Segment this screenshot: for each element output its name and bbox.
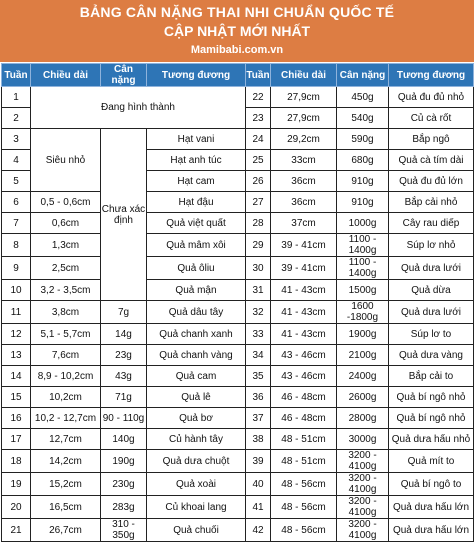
equivalent-cell: Quả dưa lưới	[389, 301, 474, 324]
length-cell: 43 - 46cm	[271, 345, 337, 366]
length-cell: 33cm	[271, 150, 337, 171]
table-row	[2, 366, 474, 387]
week-cell: 7	[2, 213, 31, 234]
length-cell: 1,3cm	[31, 234, 101, 257]
length-cell: 43 - 46cm	[271, 366, 337, 387]
table-row	[2, 324, 474, 345]
weight-cell: 1100 - 1400g	[337, 257, 389, 280]
table-row	[2, 87, 474, 108]
equivalent-cell: Bắp cải nhỏ	[389, 192, 474, 213]
length-cell: 12,7cm	[31, 429, 101, 450]
length-cell: 3,8cm	[31, 301, 101, 324]
forming-cell: Đang hình thành	[31, 87, 246, 129]
weight-cell: 1600 -1800g	[337, 301, 389, 324]
week-cell: 12	[2, 324, 31, 345]
equivalent-cell: Quả dưa hấu lớn	[389, 519, 474, 542]
equivalent-cell: Quả bí ngô nhỏ	[389, 408, 474, 429]
length-cell: 48 - 51cm	[271, 450, 337, 473]
equivalent-cell: Quả chuối	[147, 519, 246, 542]
week-cell: 36	[246, 387, 271, 408]
week-cell: 37	[246, 408, 271, 429]
week-cell: 17	[2, 429, 31, 450]
weight-cell: 3200 - 4100g	[337, 450, 389, 473]
table-row	[2, 234, 474, 257]
week-cell: 6	[2, 192, 31, 213]
length-cell: 36cm	[271, 192, 337, 213]
week-cell: 41	[246, 496, 271, 519]
equivalent-cell: Quả xoài	[147, 473, 246, 496]
weight-cell: 2100g	[337, 345, 389, 366]
length-cell: 14,2cm	[31, 450, 101, 473]
col-header-week: Tuần	[246, 64, 271, 87]
weight-cell: 3200 - 4100g	[337, 496, 389, 519]
col-header-length: Chiều dài	[31, 64, 101, 87]
length-cell: 41 - 43cm	[271, 301, 337, 324]
weight-cell: 23g	[101, 345, 147, 366]
weight-cell: 71g	[101, 387, 147, 408]
col-header-equivalent: Tương đương	[389, 64, 474, 87]
weight-cell: 2800g	[337, 408, 389, 429]
length-cell: 37cm	[271, 213, 337, 234]
table-row	[2, 301, 474, 324]
equivalent-cell: Quả dưa lưới	[389, 257, 474, 280]
week-cell: 11	[2, 301, 31, 324]
week-cell: 19	[2, 473, 31, 496]
length-cell: 46 - 48cm	[271, 387, 337, 408]
week-cell: 14	[2, 366, 31, 387]
week-cell: 32	[246, 301, 271, 324]
length-cell: 10,2cm	[31, 387, 101, 408]
length-cell: 0,5 - 0,6cm	[31, 192, 101, 213]
equivalent-cell: Quả mít to	[389, 450, 474, 473]
weight-cell: 43g	[101, 366, 147, 387]
week-cell: 3	[2, 129, 31, 150]
length-cell: 5,1 - 5,7cm	[31, 324, 101, 345]
week-cell: 42	[246, 519, 271, 542]
weight-cell: 680g	[337, 150, 389, 171]
col-header-weight: Cân nặng	[337, 64, 389, 87]
length-cell: 8,9 - 10,2cm	[31, 366, 101, 387]
length-cell: 39 - 41cm	[271, 257, 337, 280]
week-cell: 33	[246, 324, 271, 345]
equivalent-cell: Quả lê	[147, 387, 246, 408]
length-cell: 39 - 41cm	[271, 234, 337, 257]
length-cell: 26,7cm	[31, 519, 101, 542]
table-row	[2, 429, 474, 450]
length-cell: 46 - 48cm	[271, 408, 337, 429]
week-cell: 34	[246, 345, 271, 366]
week-cell: 1	[2, 87, 31, 108]
equivalent-cell: Quả mận	[147, 280, 246, 301]
weight-cell: 1000g	[337, 213, 389, 234]
equivalent-cell: Quả chanh vàng	[147, 345, 246, 366]
week-cell: 29	[246, 234, 271, 257]
equivalent-cell: Hạt cam	[147, 171, 246, 192]
week-cell: 31	[246, 280, 271, 301]
week-cell: 20	[2, 496, 31, 519]
weight-cell: 283g	[101, 496, 147, 519]
equivalent-cell: Quả dưa hấu lớn	[389, 496, 474, 519]
equivalent-cell: Bắp ngô	[389, 129, 474, 150]
table-row	[2, 280, 474, 301]
length-cell-very-small: Siêu nhỏ	[31, 129, 101, 192]
weight-cell: 230g	[101, 473, 147, 496]
equivalent-cell: Hạt đậu	[147, 192, 246, 213]
equivalent-cell: Củ hành tây	[147, 429, 246, 450]
title-line-2: CẬP NHẬT MỚI NHẤT	[163, 23, 311, 39]
equivalent-cell: Hạt vani	[147, 129, 246, 150]
equivalent-cell: Quả dâu tây	[147, 301, 246, 324]
equivalent-cell: Quả dưa hấu nhỏ	[389, 429, 474, 450]
length-cell: 10,2 - 12,7cm	[31, 408, 101, 429]
length-cell: 41 - 43cm	[271, 324, 337, 345]
header-row	[2, 64, 474, 87]
equivalent-cell: Củ khoai lang	[147, 496, 246, 519]
equivalent-cell: Quả bí ngô nhỏ	[389, 387, 474, 408]
week-cell: 35	[246, 366, 271, 387]
length-cell: 48 - 51cm	[271, 429, 337, 450]
week-cell: 39	[246, 450, 271, 473]
week-cell: 2	[2, 108, 31, 129]
weight-cell: 1900g	[337, 324, 389, 345]
table-row	[2, 213, 474, 234]
week-cell: 21	[2, 519, 31, 542]
weight-cell: 310 - 350g	[101, 519, 147, 542]
week-cell: 28	[246, 213, 271, 234]
weight-cell: 2400g	[337, 366, 389, 387]
weight-cell: 910g	[337, 192, 389, 213]
weight-cell: 450g	[337, 87, 389, 108]
equivalent-cell: Bắp cải to	[389, 366, 474, 387]
equivalent-cell: Quả đu đủ nhỏ	[389, 87, 474, 108]
col-header-week: Tuần	[2, 64, 31, 87]
week-cell: 27	[246, 192, 271, 213]
week-cell: 40	[246, 473, 271, 496]
table-row	[2, 450, 474, 473]
equivalent-cell: Cây rau diếp	[389, 213, 474, 234]
week-cell: 24	[246, 129, 271, 150]
weight-cell: 540g	[337, 108, 389, 129]
table-row	[2, 408, 474, 429]
length-cell: 27,9cm	[271, 87, 337, 108]
table-row	[2, 473, 474, 496]
length-cell: 48 - 56cm	[271, 496, 337, 519]
table-row	[2, 129, 474, 150]
table-row	[2, 519, 474, 542]
col-header-equivalent: Tương đương	[147, 64, 246, 87]
weight-cell: 190g	[101, 450, 147, 473]
weight-cell: 3000g	[337, 429, 389, 450]
length-cell: 15,2cm	[31, 473, 101, 496]
weight-cell: 140g	[101, 429, 147, 450]
equivalent-cell: Củ cà rốt	[389, 108, 474, 129]
weight-cell: 7g	[101, 301, 147, 324]
equivalent-cell: Súp lơ nhỏ	[389, 234, 474, 257]
equivalent-cell: Quả bơ	[147, 408, 246, 429]
week-cell: 15	[2, 387, 31, 408]
week-cell: 30	[246, 257, 271, 280]
length-cell: 16,5cm	[31, 496, 101, 519]
equivalent-cell: Quả dừa	[389, 280, 474, 301]
col-header-length: Chiều dài	[271, 64, 337, 87]
equivalent-cell: Quả mâm xôi	[147, 234, 246, 257]
table-row	[2, 496, 474, 519]
length-cell: 29,2cm	[271, 129, 337, 150]
title-banner	[0, 0, 474, 62]
equivalent-cell: Quả cam	[147, 366, 246, 387]
weight-cell: 910g	[337, 171, 389, 192]
equivalent-cell: Quả đu đủ lớn	[389, 171, 474, 192]
week-cell: 22	[246, 87, 271, 108]
length-cell: 0,6cm	[31, 213, 101, 234]
weight-cell: 2600g	[337, 387, 389, 408]
weight-cell: 14g	[101, 324, 147, 345]
fetal-weight-table	[1, 63, 474, 542]
week-cell: 8	[2, 234, 31, 257]
col-header-weight: Cân nặng	[101, 64, 147, 87]
week-cell: 23	[246, 108, 271, 129]
equivalent-cell: Quả bí ngô to	[389, 473, 474, 496]
week-cell: 4	[2, 150, 31, 171]
week-cell: 26	[246, 171, 271, 192]
week-cell: 10	[2, 280, 31, 301]
weight-cell: 90 - 110g	[101, 408, 147, 429]
length-cell: 48 - 56cm	[271, 519, 337, 542]
equivalent-cell: Quả dưa chuột	[147, 450, 246, 473]
length-cell: 2,5cm	[31, 257, 101, 280]
length-cell: 7,6cm	[31, 345, 101, 366]
equivalent-cell: Hạt anh túc	[147, 150, 246, 171]
equivalent-cell: Quả chanh xanh	[147, 324, 246, 345]
table-row	[2, 192, 474, 213]
length-cell: 41 - 43cm	[271, 280, 337, 301]
weight-cell: 590g	[337, 129, 389, 150]
equivalent-cell: Quả việt quất	[147, 213, 246, 234]
weight-cell: 1500g	[337, 280, 389, 301]
length-cell: 3,2 - 3,5cm	[31, 280, 101, 301]
length-cell: 27,9cm	[271, 108, 337, 129]
week-cell: 5	[2, 171, 31, 192]
week-cell: 18	[2, 450, 31, 473]
week-cell: 38	[246, 429, 271, 450]
title-line-1: BẢNG CÂN NẶNG THAI NHI CHUẨN QUỐC TẾ	[79, 4, 395, 20]
equivalent-cell: Súp lơ to	[389, 324, 474, 345]
weight-cell: 1100 - 1400g	[337, 234, 389, 257]
table-row	[2, 257, 474, 280]
week-cell: 13	[2, 345, 31, 366]
week-cell: 9	[2, 257, 31, 280]
week-cell: 25	[246, 150, 271, 171]
equivalent-cell: Quả ôliu	[147, 257, 246, 280]
weight-cell: 3200 - 4100g	[337, 473, 389, 496]
website-label: Mamibabi.com.vn	[190, 44, 284, 56]
table-row	[2, 345, 474, 366]
table-row	[2, 387, 474, 408]
weight-cell: 3200 - 4100g	[337, 519, 389, 542]
equivalent-cell: Quả cà tím dài	[389, 150, 474, 171]
equivalent-cell: Quả dưa vàng	[389, 345, 474, 366]
length-cell: 36cm	[271, 171, 337, 192]
length-cell: 48 - 56cm	[271, 473, 337, 496]
weight-cell-undetermined: Chưa xác định	[101, 129, 147, 301]
week-cell: 16	[2, 408, 31, 429]
